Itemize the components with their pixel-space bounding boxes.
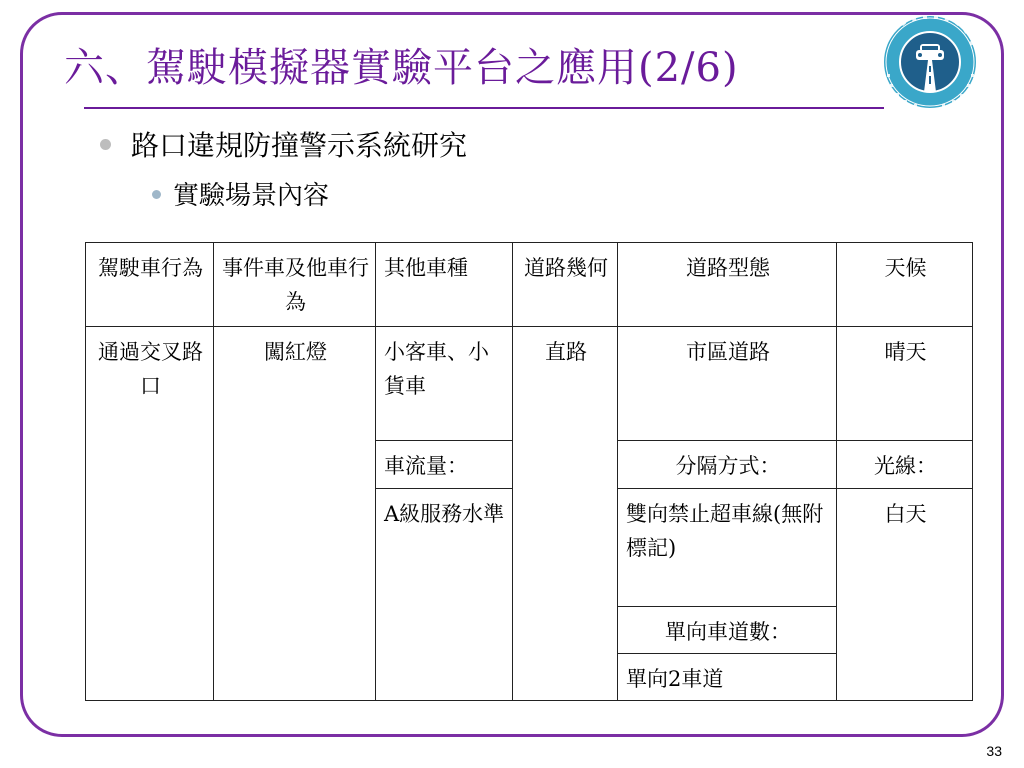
header-cell: 道路型態	[618, 243, 837, 327]
header-cell: 駕駛車行為	[86, 243, 214, 327]
road-type-cell: 市區道路	[618, 327, 837, 441]
vehicle-types-cell: 小客車、小貨車	[376, 327, 513, 441]
separation-label-cell: 分隔方式：	[618, 441, 837, 489]
lighting-value-cell: 白天	[837, 489, 973, 701]
slide-title: 六、駕駛模擬器實驗平台之應用(2/6)	[64, 45, 739, 91]
title-underline	[84, 107, 884, 109]
bullet-level2	[152, 175, 329, 212]
header-cell: 天候	[837, 243, 973, 327]
page-number: 33	[986, 743, 1002, 759]
bullet-dot-icon	[152, 190, 161, 199]
separation-value-cell: 雙向禁止超車線(無附標記)	[618, 489, 837, 607]
traffic-flow-value-cell: A級服務水準	[376, 489, 513, 701]
bullet-level1	[100, 124, 467, 164]
bullet2-text: 實驗場景內容	[173, 181, 330, 211]
road-geometry-cell: 直路	[513, 327, 618, 701]
scenario-table	[85, 242, 973, 701]
weather-cell: 晴天	[837, 327, 973, 441]
bullet-dot-icon	[100, 139, 111, 150]
lighting-label-cell: 光線：	[837, 441, 973, 489]
header-cell: 道路幾何	[513, 243, 618, 327]
lanes-label-cell: 單向車道數：	[618, 607, 837, 654]
table-header-row	[86, 243, 973, 327]
research-center-logo-icon	[882, 14, 978, 110]
header-cell: 其他車種	[376, 243, 513, 327]
lanes-value-cell: 單向2車道	[618, 654, 837, 701]
header-cell: 事件車及他車行為	[214, 243, 376, 327]
bullet1-text: 路口違規防撞警示系統研究	[131, 129, 468, 162]
traffic-flow-label-cell: 車流量：	[376, 441, 513, 489]
table-row	[86, 327, 973, 441]
event-behavior-cell: 闖紅燈	[214, 327, 376, 701]
driver-behavior-cell: 通過交叉路口	[86, 327, 214, 701]
